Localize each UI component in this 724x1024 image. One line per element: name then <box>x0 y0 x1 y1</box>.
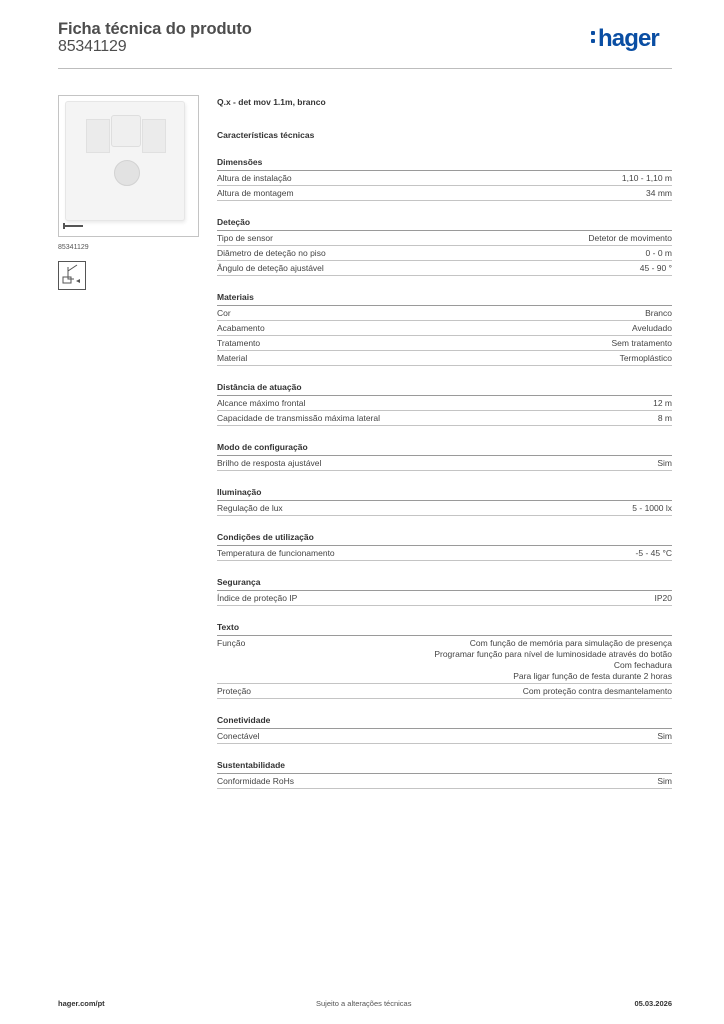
spec-label: Função <box>217 638 246 648</box>
spec-value-line: Branco <box>645 308 672 318</box>
spec-value <box>640 263 672 274</box>
spec-group <box>217 577 672 606</box>
spec-value-line: Sim <box>657 458 672 468</box>
spec-group <box>217 760 672 789</box>
spec-label: Conectável <box>217 731 260 741</box>
spec-row <box>217 501 672 516</box>
spec-label: Altura de instalação <box>217 173 292 183</box>
spec-value <box>657 776 672 787</box>
lens-segment-center <box>111 115 141 147</box>
spec-label: Proteção <box>217 686 252 696</box>
spec-row <box>217 171 672 186</box>
spec-row <box>217 456 672 471</box>
wall-mount-icon <box>58 261 86 290</box>
spec-group-title: Iluminação <box>217 487 672 501</box>
spec-row <box>217 774 672 789</box>
spec-value-line: Aveludado <box>631 323 672 333</box>
lens-segment-left <box>86 119 110 153</box>
spec-row <box>217 729 672 744</box>
spec-row <box>217 411 672 426</box>
spec-value <box>655 593 673 604</box>
spec-value <box>657 731 672 742</box>
spec-value <box>612 338 672 349</box>
spec-value-line: 12 m <box>653 398 672 408</box>
spec-value-line: Sim <box>657 731 672 741</box>
product-description: Q.x - det mov 1.1m, branco <box>217 97 326 107</box>
spec-value-line: IP20 <box>654 593 672 603</box>
header-divider <box>58 68 672 69</box>
spec-value <box>658 413 672 424</box>
spec-value <box>636 548 672 559</box>
spec-group <box>217 532 672 561</box>
spec-label: Altura de montagem <box>217 188 294 198</box>
spec-group <box>217 217 672 276</box>
image-caption: 85341129 <box>58 244 89 251</box>
footer-date: 05.03.2026 <box>634 999 672 1008</box>
spec-value-line: Detetor de movimento <box>588 233 672 243</box>
spec-group-title: Dimensões <box>217 157 672 171</box>
spec-label: Cor <box>217 308 231 318</box>
spec-group <box>217 487 672 516</box>
spec-row <box>217 186 672 201</box>
spec-group-title: Texto <box>217 622 672 636</box>
spec-value-line: Sem tratamento <box>611 338 672 348</box>
spec-value <box>646 248 672 259</box>
spec-row <box>217 306 672 321</box>
spec-group <box>217 622 672 699</box>
spec-label: Acabamento <box>217 323 265 333</box>
specification-panel <box>217 97 672 789</box>
spec-label: Diâmetro de deteção no piso <box>217 248 326 258</box>
spec-group-title: Condições de utilização <box>217 532 672 546</box>
spec-label: Ângulo de deteção ajustável <box>217 263 324 273</box>
spec-value <box>646 188 672 199</box>
spec-value-line: Com proteção contra desmantelamento <box>522 686 672 696</box>
spec-value <box>657 458 672 469</box>
section-title: Características técnicas <box>217 130 315 140</box>
spec-row <box>217 684 672 699</box>
sensor-dot <box>114 160 140 186</box>
spec-value <box>653 398 672 409</box>
spec-value-line: Com fechadura <box>613 660 672 670</box>
spec-value-line: 34 mm <box>646 188 672 198</box>
product-image <box>58 95 199 237</box>
spec-value-line: 45 - 90 ° <box>639 263 672 273</box>
spec-label: Brilho de resposta ajustável <box>217 458 322 468</box>
logo-dots-icon <box>591 31 596 47</box>
spec-group-title: Segurança <box>217 577 672 591</box>
spec-label: Tratamento <box>217 338 261 348</box>
spec-value <box>620 353 672 364</box>
footer-website-link[interactable]: hager.com/pt <box>58 999 105 1008</box>
spec-row <box>217 261 672 276</box>
spec-row <box>217 231 672 246</box>
spec-label: Conformidade RoHs <box>217 776 295 786</box>
spec-group <box>217 157 672 201</box>
spec-row <box>217 546 672 561</box>
spec-group-title: Materiais <box>217 292 672 306</box>
product-code: 85341129 <box>58 38 127 55</box>
spec-value <box>434 638 672 682</box>
spec-group <box>217 442 672 471</box>
spec-value-line: 5 - 1000 lx <box>632 503 672 513</box>
spec-group-title: Modo de configuração <box>217 442 672 456</box>
spec-value <box>645 308 672 319</box>
spec-value <box>622 173 672 184</box>
spec-value-line: 1,10 - 1,10 m <box>621 173 672 183</box>
spec-value <box>523 686 672 697</box>
hager-logo <box>591 27 659 51</box>
scale-bar-icon <box>63 225 83 227</box>
spec-value <box>632 503 672 514</box>
spec-group-title: Distância de atuação <box>217 382 672 396</box>
spec-value-line: Com função de memória para simulação de presença <box>469 638 672 648</box>
spec-group <box>217 382 672 426</box>
spec-group-title: Sustentabilidade <box>217 760 672 774</box>
spec-row <box>217 351 672 366</box>
page-title: Ficha técnica do produto <box>58 20 252 38</box>
spec-label: Capacidade de transmissão máxima lateral <box>217 413 380 423</box>
spec-label: Regulação de lux <box>217 503 283 513</box>
spec-groups <box>217 157 672 789</box>
spec-label: Temperatura de funcionamento <box>217 548 335 558</box>
spec-value-line: -5 - 45 °C <box>635 548 672 558</box>
lens-segment-right <box>142 119 166 153</box>
spec-label: Material <box>217 353 248 363</box>
spec-row <box>217 336 672 351</box>
spec-row <box>217 246 672 261</box>
spec-group <box>217 715 672 744</box>
footer-notice: Sujeito a alterações técnicas <box>316 999 412 1008</box>
spec-row <box>217 591 672 606</box>
spec-group-title: Conetividade <box>217 715 672 729</box>
spec-row <box>217 321 672 336</box>
spec-value-line: Sim <box>657 776 672 786</box>
spec-value-line: 8 m <box>657 413 672 423</box>
spec-group-title: Deteção <box>217 217 672 231</box>
spec-label: Alcance máximo frontal <box>217 398 306 408</box>
spec-row <box>217 636 672 684</box>
spec-row <box>217 396 672 411</box>
spec-value-line: Programar função para nível de luminosidade através do botão <box>434 649 672 659</box>
spec-value-line: Termoplástico <box>619 353 672 363</box>
spec-value-line: 0 - 0 m <box>645 248 672 258</box>
spec-group <box>217 292 672 366</box>
spec-value <box>588 233 672 244</box>
spec-label: Tipo de sensor <box>217 233 273 243</box>
spec-label: Índice de proteção IP <box>217 593 298 603</box>
logo-text: hager <box>598 25 659 52</box>
spec-value <box>632 323 672 334</box>
motion-detector-illustration <box>65 101 185 221</box>
spec-value-line: Para ligar função de festa durante 2 horas <box>513 671 672 681</box>
